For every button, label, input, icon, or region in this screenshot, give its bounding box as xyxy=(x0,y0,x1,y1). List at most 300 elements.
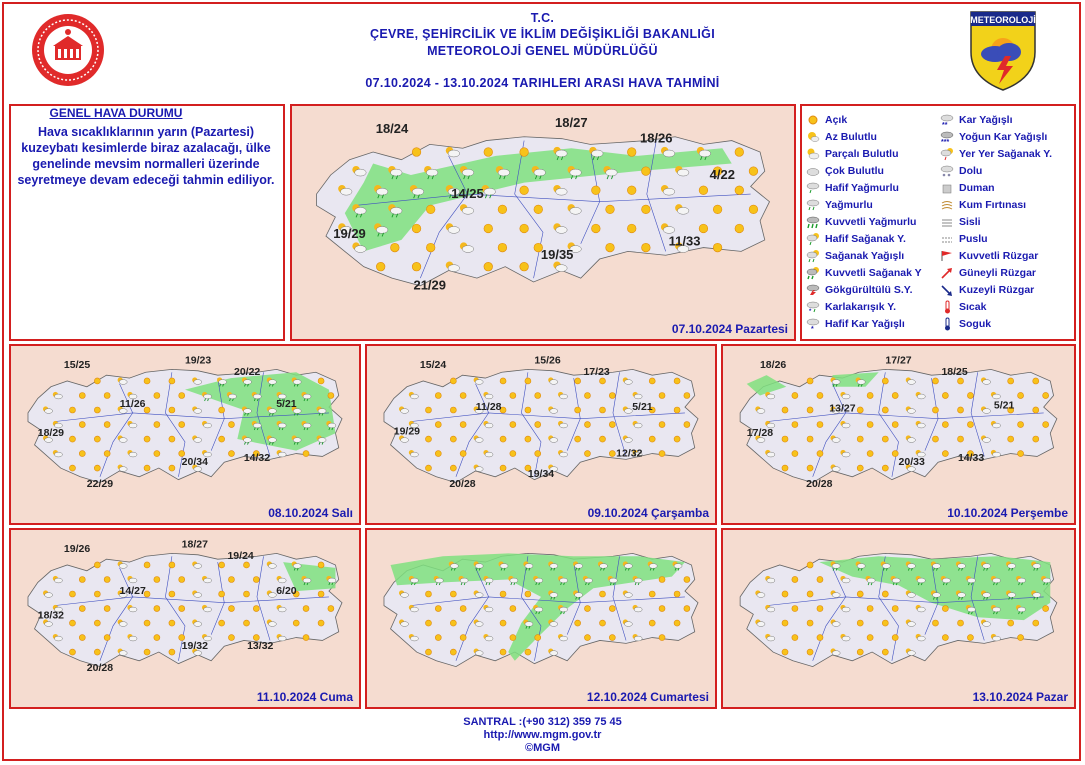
heavy-snow-icon xyxy=(940,130,954,144)
weather-icon xyxy=(649,620,655,626)
legend-item xyxy=(806,112,847,128)
legend-label: Hafif Yağmurlu xyxy=(825,182,899,194)
legend-label: Yer Yer Sağanak Y. xyxy=(959,148,1053,160)
weather-icon xyxy=(584,392,590,398)
weather-icon xyxy=(857,407,863,413)
weather-icon xyxy=(575,407,581,413)
legend-label: Çok Bulutlu xyxy=(825,165,884,177)
weather-icon xyxy=(104,451,110,457)
weather-icon xyxy=(500,649,506,655)
legend-label: Sıcak xyxy=(959,301,987,313)
weather-icon xyxy=(169,407,175,413)
temperature-label: 14/33 xyxy=(957,451,985,464)
legend-label: Kum Fırtınası xyxy=(959,199,1027,211)
temperature-label: 18/27 xyxy=(181,538,208,551)
weather-icon xyxy=(520,148,529,157)
light-shower-icon xyxy=(806,232,820,246)
legend-item xyxy=(940,129,1047,145)
footer-url[interactable]: http://www.mgm.gov.tr xyxy=(483,729,602,741)
weather-icon xyxy=(498,205,507,214)
weather-icon xyxy=(520,224,529,233)
weather-icon xyxy=(425,407,431,413)
legend-item xyxy=(940,231,988,247)
weather-icon xyxy=(1018,392,1024,398)
legend-item xyxy=(940,112,1013,128)
map-panel-day-6 xyxy=(365,528,717,709)
weather-icon xyxy=(104,392,110,398)
weather-icon xyxy=(867,451,873,457)
weather-icon xyxy=(958,620,964,626)
weather-icon xyxy=(69,591,75,597)
weather-icon xyxy=(412,148,421,157)
weather-icon xyxy=(857,591,863,597)
weather-icon xyxy=(807,436,813,442)
light-rain-icon xyxy=(806,181,820,195)
temperature-label: 20/28 xyxy=(449,477,476,490)
legend-label: Kar Yağışlı xyxy=(959,114,1013,126)
weather-icon xyxy=(79,422,85,428)
weather-icon xyxy=(154,576,160,582)
legend-label: Sağanak Yağışlı xyxy=(825,250,905,262)
header-directorate: METEOROLOJİ GENEL MÜDÜRLÜĞÜ xyxy=(427,44,658,58)
legend-label: Kuvvetli Sağanak Y xyxy=(825,267,922,279)
weather-icon xyxy=(253,606,259,612)
legend-item xyxy=(806,282,913,298)
temperature-label: 21/29 xyxy=(413,277,447,293)
weather-icon xyxy=(525,378,531,384)
weather-icon xyxy=(782,620,788,626)
weather-icon xyxy=(169,562,175,568)
weather-icon xyxy=(609,451,615,457)
weather-icon xyxy=(892,421,898,427)
weather-icon xyxy=(684,392,690,398)
weather-icon xyxy=(1033,378,1039,384)
temperature-label: 20/22 xyxy=(234,366,261,379)
weather-icon xyxy=(94,378,100,384)
weather-icon xyxy=(575,378,581,384)
legend-label: Parçalı Bulutlu xyxy=(825,148,899,160)
weather-icon xyxy=(817,392,823,398)
weather-icon xyxy=(942,421,948,427)
weather-icon xyxy=(435,635,441,641)
weather-icon xyxy=(817,421,823,427)
legend-label: Duman xyxy=(959,182,995,194)
general-weather-box xyxy=(9,104,285,341)
meteoroloji-logo-text: METEOROLOJİ xyxy=(970,15,1036,25)
legend-item xyxy=(806,146,899,162)
legend-item xyxy=(806,129,877,145)
weather-icon xyxy=(510,606,516,612)
weather-icon xyxy=(228,422,234,428)
temperature-label: 18/27 xyxy=(555,115,588,131)
weather-icon xyxy=(154,606,160,612)
weather-icon xyxy=(857,620,863,626)
weather-icon xyxy=(450,591,456,597)
temperature-label: 22/29 xyxy=(86,477,114,490)
header-ministry: ÇEVRE, ŞEHİRCİLİK VE İKLİM DEĞİŞİKLİĞİ BAKANLIĞI xyxy=(370,27,715,41)
weather-icon xyxy=(154,422,160,428)
weather-icon xyxy=(1033,620,1039,626)
weather-icon xyxy=(169,436,175,442)
weather-icon xyxy=(69,436,75,442)
weather-icon xyxy=(792,421,798,427)
weather-icon xyxy=(425,591,431,597)
smoke-icon xyxy=(940,181,954,195)
weather-icon xyxy=(792,605,798,611)
header-tc: T.C. xyxy=(530,11,555,25)
temperature-label: 14/25 xyxy=(451,185,484,201)
footer-copyright: ©MGM xyxy=(525,742,560,754)
weather-icon xyxy=(500,620,506,626)
legend-label: Kuvvetli Yağmurlu xyxy=(825,216,917,228)
weather-icon xyxy=(179,392,185,398)
weather-icon xyxy=(500,465,506,471)
weather-icon xyxy=(792,392,798,398)
legend-label: Dolu xyxy=(959,165,983,177)
weather-icon xyxy=(79,606,85,612)
map-panel-day-2 xyxy=(9,344,361,525)
temperature-label: 12/32 xyxy=(616,447,643,460)
weather-icon xyxy=(857,465,863,471)
weather-icon xyxy=(674,407,680,413)
weather-icon xyxy=(219,591,225,597)
weather-icon xyxy=(659,635,665,641)
turkey-map-day-7 xyxy=(723,530,1074,707)
weather-icon xyxy=(525,649,531,655)
weather-icon xyxy=(1033,407,1039,413)
legend-item xyxy=(806,197,873,213)
map-panel-day-5 xyxy=(9,528,361,709)
temperature-label: 15/24 xyxy=(419,358,447,371)
legend-item xyxy=(940,299,986,315)
turkey-map-day-6 xyxy=(367,530,715,707)
weather-icon xyxy=(535,635,541,641)
temperature-label: 19/34 xyxy=(527,467,555,480)
cold-icon xyxy=(940,317,954,331)
weather-icon xyxy=(1018,635,1024,641)
weather-icon xyxy=(94,562,100,568)
legend-label: Kuvvetli Rüzgar xyxy=(959,250,1039,262)
weather-icon xyxy=(318,591,324,597)
temperature-label: 18/25 xyxy=(941,366,968,379)
heavy-rain-icon xyxy=(806,215,820,229)
day-label: 07.10.2024 Pazartesi xyxy=(671,322,788,336)
weather-icon xyxy=(609,422,615,428)
few-clouds-icon xyxy=(806,130,820,144)
weather-icon xyxy=(94,407,100,413)
weather-icon xyxy=(460,392,466,398)
weather-icon xyxy=(674,436,680,442)
weather-icon xyxy=(1043,392,1049,398)
general-weather-text: Hava sıcaklıklarının yarın (Pazartesi) kuzeybatı kesimlerde biraz azalacağı, ülke genelinde mevsim normalleri üzerinde seyretmeye devam edeceği tahmin ediliyor. xyxy=(17,125,275,187)
weather-icon xyxy=(79,392,85,398)
sun-icon xyxy=(806,113,820,127)
weather-icon xyxy=(892,451,898,457)
weather-icon xyxy=(942,605,948,611)
weather-icon xyxy=(525,436,531,442)
weather-icon xyxy=(79,635,85,641)
weather-icon xyxy=(882,436,888,442)
weather-icon xyxy=(376,262,385,271)
local-shower-icon xyxy=(940,147,954,161)
weather-icon xyxy=(892,605,898,611)
weather-icon xyxy=(69,620,75,626)
weather-icon xyxy=(484,262,493,271)
day-label: 12.10.2024 Cumartesi xyxy=(586,690,709,704)
legend-item xyxy=(806,248,904,264)
legend-item xyxy=(940,146,1052,162)
weather-icon xyxy=(144,436,150,442)
legend-item xyxy=(940,180,995,196)
weather-icon xyxy=(584,635,590,641)
legend-label: Hafif Kar Yağışlı xyxy=(825,318,905,330)
legend-label: Yağmurlu xyxy=(825,199,873,211)
weather-icon xyxy=(1008,436,1014,442)
weather-icon xyxy=(525,591,531,597)
weather-icon xyxy=(867,392,873,398)
temperature-label: 11/26 xyxy=(119,398,146,411)
weather-icon xyxy=(817,576,823,582)
weather-icon xyxy=(584,422,590,428)
temperature-label: 19/29 xyxy=(393,425,421,438)
weather-icon xyxy=(882,591,888,597)
weather-icon xyxy=(942,392,948,398)
day-label: 10.10.2024 Perşembe xyxy=(947,506,1068,520)
temperature-label: 18/32 xyxy=(37,609,65,622)
weather-icon xyxy=(391,243,400,252)
legend-item xyxy=(940,282,1034,298)
map-panel-day-1 xyxy=(290,104,796,341)
temperature-label: 5/21 xyxy=(993,399,1015,412)
weather-icon xyxy=(584,451,590,457)
weather-icon xyxy=(510,451,516,457)
legend-item xyxy=(940,265,1036,281)
weather-icon xyxy=(807,649,813,655)
temperature-label: 20/33 xyxy=(898,456,925,469)
weather-icon xyxy=(79,451,85,457)
temperature-label: 20/28 xyxy=(86,661,114,674)
temperature-label: 18/26 xyxy=(759,358,787,371)
temperature-label: 19/35 xyxy=(540,247,574,263)
weather-icon xyxy=(659,422,665,428)
weather-icon xyxy=(958,378,964,384)
turkey-map-day-2 xyxy=(11,346,359,523)
weather-icon xyxy=(219,436,225,442)
temperature-label: 14/32 xyxy=(243,451,271,464)
temperature-label: 5/21 xyxy=(276,398,297,411)
weather-icon xyxy=(243,620,249,626)
weather-icon xyxy=(627,224,636,233)
weather-icon xyxy=(659,392,665,398)
weather-icon xyxy=(69,407,75,413)
weather-icon xyxy=(534,205,543,214)
weather-icon xyxy=(892,635,898,641)
weather-icon xyxy=(807,620,813,626)
temperature-label: 5/21 xyxy=(632,401,653,414)
weather-icon xyxy=(426,243,435,252)
weather-icon xyxy=(684,422,690,428)
weather-icon xyxy=(684,576,690,582)
weather-icon xyxy=(817,635,823,641)
temperature-label: 17/23 xyxy=(583,366,610,379)
temperature-label: 20/34 xyxy=(181,456,208,469)
legend-label: Güneyli Rüzgar xyxy=(959,267,1037,279)
temperature-label: 17/28 xyxy=(746,427,774,440)
temperature-label: 18/26 xyxy=(639,130,673,146)
weather-icon xyxy=(94,620,100,626)
weather-icon xyxy=(500,436,506,442)
weather-icon xyxy=(425,436,431,442)
legend-label: Gökgürültülü S.Y. xyxy=(825,284,913,296)
weather-icon xyxy=(243,562,249,568)
weather-icon xyxy=(792,576,798,582)
weather-icon xyxy=(460,606,466,612)
weather-icon xyxy=(642,243,651,252)
weather-icon xyxy=(243,591,249,597)
legend-item xyxy=(806,214,916,230)
temperature-label: 19/26 xyxy=(63,542,91,555)
weather-icon xyxy=(782,436,788,442)
legend xyxy=(802,106,1074,339)
hot-icon xyxy=(940,300,954,314)
weather-icon xyxy=(104,606,110,612)
weather-icon xyxy=(520,262,529,271)
weather-icon xyxy=(104,635,110,641)
weather-icon xyxy=(154,392,160,398)
weather-icon xyxy=(179,576,185,582)
weather-icon xyxy=(857,649,863,655)
weather-icon xyxy=(328,392,334,398)
weather-icon xyxy=(867,635,873,641)
weather-icon xyxy=(412,262,421,271)
weather-icon xyxy=(882,378,888,384)
sleet-icon xyxy=(806,300,820,314)
weather-icon xyxy=(460,635,466,641)
weather-icon xyxy=(1008,378,1014,384)
haze-icon xyxy=(940,232,954,246)
weather-icon xyxy=(575,620,581,626)
partly-cloudy-icon xyxy=(806,147,820,161)
weather-icon xyxy=(735,224,744,233)
weather-icon xyxy=(450,649,456,655)
temperature-label: 11/33 xyxy=(668,233,701,249)
weather-icon xyxy=(169,378,175,384)
weather-icon xyxy=(807,562,813,568)
weather-icon xyxy=(684,606,690,612)
weather-icon xyxy=(460,422,466,428)
legend-item xyxy=(806,163,884,179)
legend-label: Açık xyxy=(825,114,848,126)
weather-icon xyxy=(228,635,234,641)
temperature-label: 11/28 xyxy=(475,401,502,414)
weather-icon xyxy=(169,465,175,471)
weather-icon xyxy=(792,451,798,457)
legend-box xyxy=(800,104,1076,341)
weather-icon xyxy=(782,465,788,471)
weather-icon xyxy=(882,407,888,413)
general-weather-title: GENEL HAVA DURUMU xyxy=(49,106,183,120)
weather-icon xyxy=(1018,451,1024,457)
weather-icon xyxy=(792,635,798,641)
weather-icon xyxy=(807,407,813,413)
weather-icon xyxy=(807,378,813,384)
weather-icon xyxy=(144,649,150,655)
weather-icon xyxy=(867,421,873,427)
weather-icon xyxy=(450,465,456,471)
south-wind-icon xyxy=(940,266,954,280)
weather-icon xyxy=(104,422,110,428)
weather-icon xyxy=(535,422,541,428)
weather-icon xyxy=(450,407,456,413)
weather-icon xyxy=(1018,421,1024,427)
weather-icon xyxy=(817,605,823,611)
svg-text:*: * xyxy=(811,326,814,331)
light-snow-icon xyxy=(806,317,820,331)
legend-item xyxy=(940,197,1026,213)
weather-icon xyxy=(228,451,234,457)
weather-icon xyxy=(609,392,615,398)
temperature-label: 15/26 xyxy=(534,354,561,367)
weather-icon xyxy=(659,451,665,457)
weather-icon xyxy=(599,436,605,442)
weather-icon xyxy=(484,148,493,157)
weather-icon xyxy=(293,620,299,626)
shower-icon xyxy=(806,249,820,263)
weather-icon xyxy=(144,378,150,384)
legend-label: Yoğun Kar Yağışlı xyxy=(959,131,1048,143)
weather-icon xyxy=(575,436,581,442)
weather-icon xyxy=(169,649,175,655)
svg-text:*: * xyxy=(809,309,812,314)
weather-icon xyxy=(782,591,788,597)
svg-text:**: ** xyxy=(942,122,948,127)
temperature-label: 15/25 xyxy=(63,358,91,371)
weather-icon xyxy=(609,635,615,641)
weather-icon xyxy=(932,407,938,413)
weather-icon xyxy=(1008,620,1014,626)
weather-icon xyxy=(749,167,758,176)
weather-icon xyxy=(584,606,590,612)
weather-icon xyxy=(942,451,948,457)
weather-icon xyxy=(932,378,938,384)
legend-item xyxy=(806,316,905,332)
legend-label: Puslu xyxy=(959,233,988,245)
svg-text:***: *** xyxy=(941,139,950,144)
weather-icon xyxy=(412,224,421,233)
temperature-label: 13/27 xyxy=(829,402,856,415)
weather-icon xyxy=(713,243,722,252)
weather-icon xyxy=(882,620,888,626)
turkey-map-day-1 xyxy=(292,106,794,339)
legend-label: Sisli xyxy=(959,216,981,228)
weather-icon xyxy=(425,649,431,655)
temperature-label: 19/32 xyxy=(181,640,208,653)
weather-icon xyxy=(303,606,309,612)
weather-icon xyxy=(807,465,813,471)
weather-icon xyxy=(782,407,788,413)
weather-icon xyxy=(144,465,150,471)
weather-icon xyxy=(659,576,665,582)
weather-icon xyxy=(857,436,863,442)
weather-icon xyxy=(94,649,100,655)
weather-icon xyxy=(882,649,888,655)
weather-icon xyxy=(435,451,441,457)
weather-icon xyxy=(892,392,898,398)
weather-icon xyxy=(674,591,680,597)
temperature-label: 20/28 xyxy=(806,477,833,490)
weather-icon xyxy=(219,620,225,626)
header-date-range: 07.10.2024 - 13.10.2024 TARIHLERI ARASI HAVA TAHMİNİ xyxy=(365,76,720,90)
